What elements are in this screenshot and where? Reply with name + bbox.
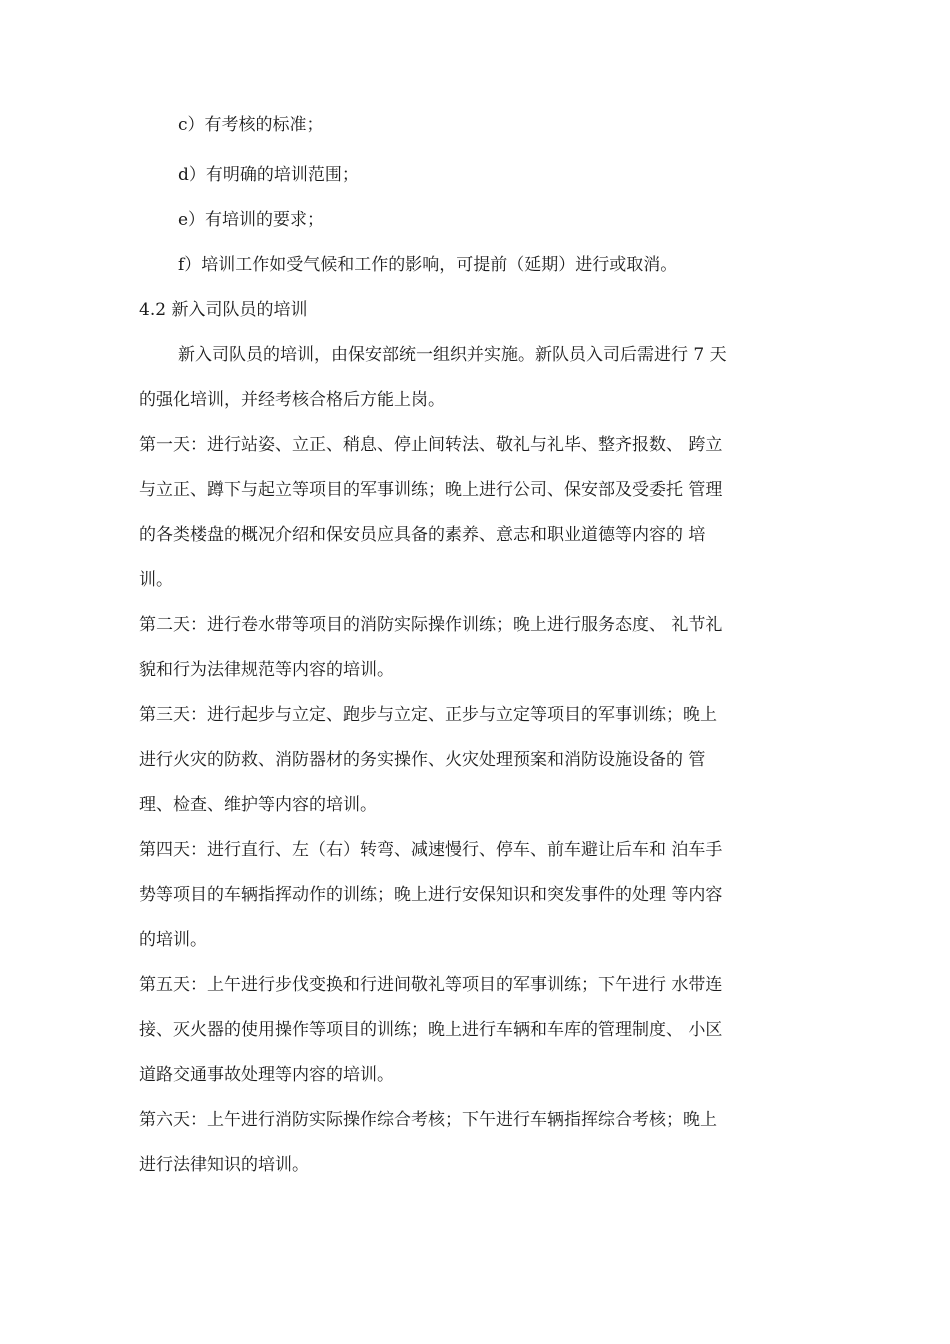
day-6-line: 第六天：上午进行消防实际操作综合考核；下午进行车辆指挥综合考核；晚上: [139, 1110, 717, 1130]
day-5-line: 道路交通事故处理等内容的培训。: [139, 1065, 394, 1085]
day-2-line: 貌和行为法律规范等内容的培训。: [139, 660, 394, 680]
day-2-line: 第二天：进行卷水带等项目的消防实际操作训练；晚上进行服务态度、 礼节礼: [139, 615, 723, 635]
day-5-line: 接、灭火器的使用操作等项目的训练；晚上进行车辆和车库的管理制度、 小区: [139, 1020, 723, 1040]
day-1-line: 与立正、蹲下与起立等项目的军事训练；晚上进行公司、保安部及受委托 管理: [139, 480, 723, 500]
day-5-line: 第五天：上午进行步伐变换和行进间敬礼等项目的军事训练；下午进行 水带连: [139, 975, 723, 995]
day-1-line: 第一天：进行站姿、立正、稍息、停止间转法、敬礼与礼毕、整齐报数、 跨立: [139, 435, 723, 455]
day-1-line: 的各类楼盘的概况介绍和保安员应具备的素养、意志和职业道德等内容的 培: [139, 525, 706, 545]
section-heading: 4.2 新入司队员的培训: [139, 300, 308, 320]
day-6-line: 进行法律知识的培训。: [139, 1155, 309, 1175]
list-item-c: c）有考核的标准；: [178, 115, 324, 135]
day-4-line: 势等项目的车辆指挥动作的训练；晚上进行安保知识和突发事件的处理 等内容: [139, 885, 723, 905]
day-3-line: 第三天：进行起步与立定、跑步与立定、正步与立定等项目的军事训练；晚上: [139, 705, 717, 725]
list-item-f: f）培训工作如受气候和工作的影响，可提前（延期）进行或取消。: [178, 255, 678, 275]
list-item-d: d）有明确的培训范围；: [178, 165, 359, 185]
day-1-line: 训。: [139, 570, 173, 590]
day-4-line: 的培训。: [139, 930, 207, 950]
day-3-line: 理、检查、维护等内容的培训。: [139, 795, 377, 815]
intro-line: 的强化培训，并经考核合格后方能上岗。: [139, 390, 445, 410]
day-4-line: 第四天：进行直行、左（右）转弯、减速慢行、停车、前车避让后车和 泊车手: [139, 840, 723, 860]
intro-line: 新入司队员的培训，由保安部统一组织并实施。新队员入司后需进行 7 天: [178, 345, 727, 365]
day-3-line: 进行火灾的防救、消防器材的务实操作、火灾处理预案和消防设施设备的 管: [139, 750, 706, 770]
list-item-e: e）有培训的要求；: [178, 210, 325, 230]
